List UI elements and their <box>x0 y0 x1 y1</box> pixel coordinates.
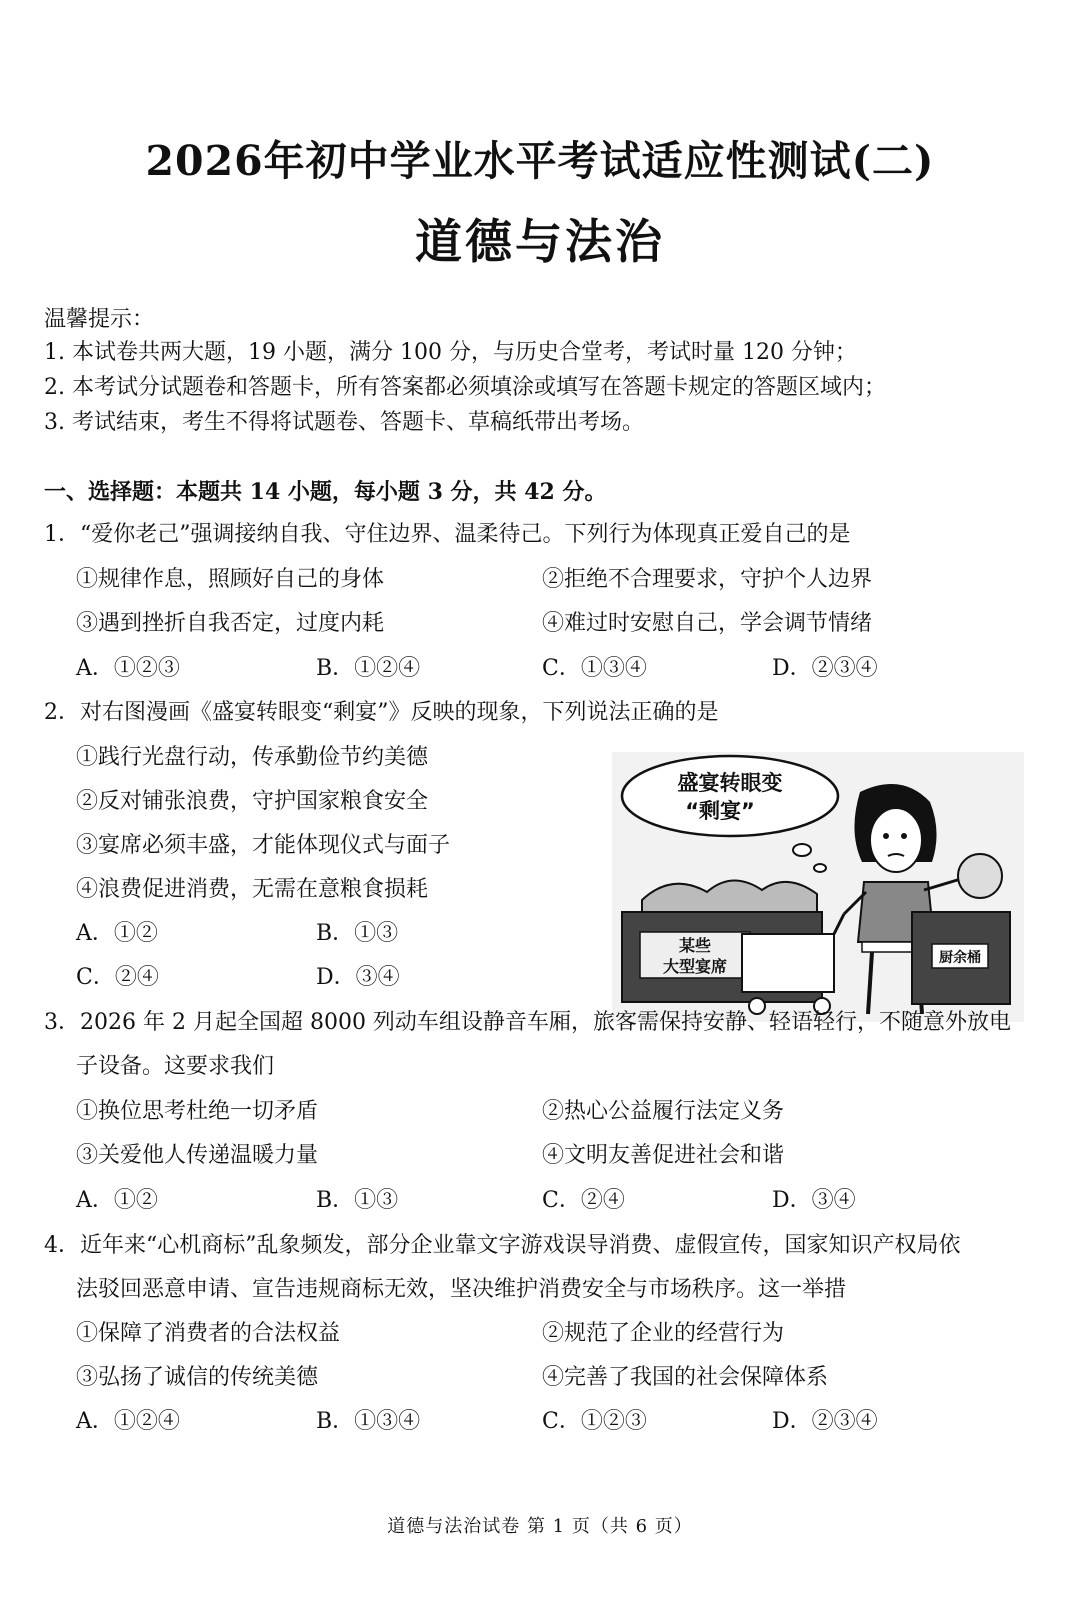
question-4-option-c: C．①②③ <box>542 1409 647 1434</box>
question-1-option-c: C．①③④ <box>542 656 647 681</box>
cartoon-illustration <box>612 752 1024 1022</box>
question-2-option-b: B．①③ <box>316 921 399 946</box>
food-pile <box>642 880 817 912</box>
question-1-option-b: B．①②④ <box>316 656 421 681</box>
question-3-stem-line-1: 3．2026 年 2 月起全国超 8000 列动车组设静音车厢，旅客需保持安静、轻语轻行，不随意外放电 <box>44 1010 1011 1035</box>
bin-label: 厨余桶 <box>939 950 981 966</box>
question-4-option-d: D．②③④ <box>772 1409 878 1434</box>
question-3-option-d: D．③④ <box>772 1188 856 1213</box>
question-3-statement-2: ②热心公益履行法定义务 <box>542 1099 785 1124</box>
question-2-option-a: A．①② <box>76 921 158 946</box>
question-1-option-a: A．①②③ <box>76 656 180 681</box>
question-2-option-c: C．②④ <box>76 965 159 990</box>
question-3-statement-3: ③关爱他人传递温暖力量 <box>76 1143 319 1168</box>
thought-bubble <box>622 756 838 836</box>
question-2-statement-3: ③宴席必须丰盛，才能体现仪式与面子 <box>76 833 451 858</box>
question-4-stem-line-2: 法驳回恶意申请、宣告违规商标无效，坚决维护消费安全与市场秩序。这一举措 <box>76 1277 847 1302</box>
question-1-statement-4: ④难过时安慰自己，学会调节情绪 <box>542 611 873 636</box>
bubble-text-1: 盛宴转眼变 <box>677 771 783 795</box>
question-4-statement-3: ③弘扬了诚信的传统美德 <box>76 1365 319 1390</box>
question-3-statement-1: ①换位思考杜绝一切矛盾 <box>76 1099 319 1124</box>
table-label-1: 某些 <box>678 936 712 955</box>
question-1-statement-3: ③遇到挫折自我否定，过度内耗 <box>76 611 385 636</box>
question-3-statement-4: ④文明友善促进社会和谐 <box>542 1143 785 1168</box>
question-4-option-a: A．①②④ <box>76 1409 180 1434</box>
question-4-statement-2: ②规范了企业的经营行为 <box>542 1321 785 1346</box>
bubble-text-2: “剩宴” <box>685 799 755 823</box>
question-2-statement-4: ④浪费促进消费，无需在意粮食损耗 <box>76 877 429 902</box>
question-2-stem: 2．对右图漫画《盛宴转眼变“剩宴”》反映的现象，下列说法正确的是 <box>44 700 719 725</box>
question-1-statement-2: ②拒绝不合理要求，守护个人边界 <box>542 567 873 592</box>
table-label-2: 大型宴席 <box>662 957 728 976</box>
exam-title: 2026年初中学业水平考试适应性测试(二) <box>145 137 935 185</box>
question-2-statement-2: ②反对铺张浪费，守护国家粮食安全 <box>76 789 429 814</box>
question-1-option-d: D．②③④ <box>772 656 878 681</box>
question-4-stem-line-1: 4．近年来“心机商标”乱象频发，部分企业靠文字游戏误导消费、虚假宣传，国家知识产权局依 <box>44 1233 961 1258</box>
tip-item-3: 3. 考试结束，考生不得将试题卷、答题卡、草稿纸带出考场。 <box>44 410 644 435</box>
question-4-statement-1: ①保障了消费者的合法权益 <box>76 1321 341 1346</box>
question-3-option-a: A．①② <box>76 1188 158 1213</box>
tips-heading: 温馨提示： <box>44 307 155 332</box>
leftover-bowl <box>958 854 1002 898</box>
question-3-stem-line-2: 子设备。这要求我们 <box>76 1054 275 1079</box>
page-footer: 道德与法治试卷 第 1 页（共 6 页） <box>387 1516 693 1537</box>
question-3-option-c: C．②④ <box>542 1188 625 1213</box>
question-3-option-b: B．①③ <box>316 1188 399 1213</box>
subject-title: 道德与法治 <box>415 215 665 270</box>
tip-item-1: 1. 本试卷共两大题，19 小题，满分 100 分，与历史合堂考，考试时量 120 分钟； <box>44 340 857 365</box>
question-4-option-b: B．①③④ <box>316 1409 421 1434</box>
section-heading: 一、选择题：本题共 14 小题，每小题 3 分，共 42 分。 <box>44 479 607 505</box>
question-2-statement-1: ①践行光盘行动，传承勤俭节约美德 <box>76 745 429 770</box>
food-cart <box>742 934 834 992</box>
question-1-statement-1: ①规律作息，照顾好自己的身体 <box>76 567 385 592</box>
tip-item-2: 2. 本考试分试题卷和答题卡，所有答案都必须填涂或填写在答题卡规定的答题区域内； <box>44 375 886 400</box>
question-4-statement-4: ④完善了我国的社会保障体系 <box>542 1365 829 1390</box>
question-2-option-d: D．③④ <box>316 965 400 990</box>
question-1-stem: 1．“爱你老己”强调接纳自我、守住边界、温柔待己。下列行为体现真正爱自己的是 <box>44 522 851 547</box>
